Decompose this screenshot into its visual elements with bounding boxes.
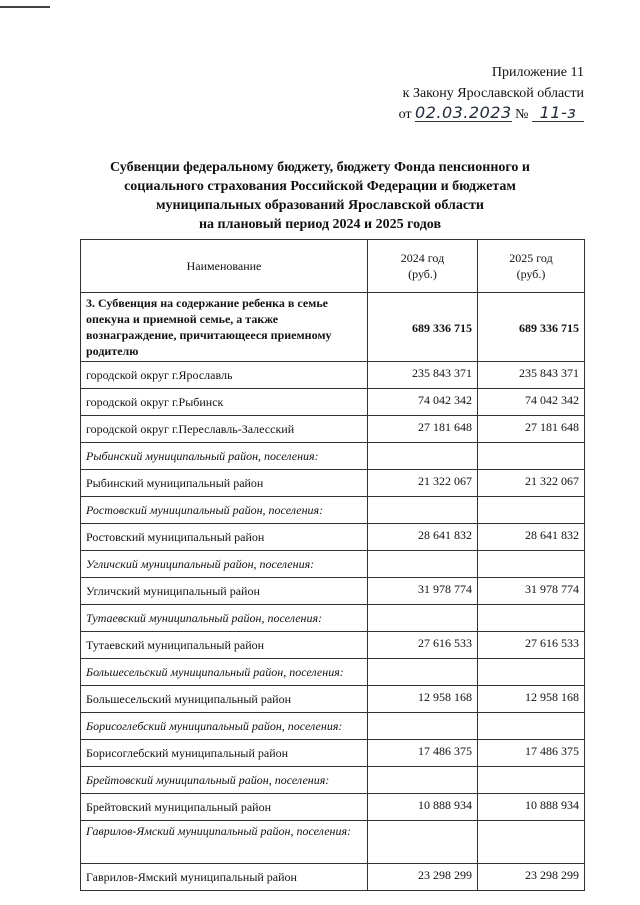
header-name: Наименование	[81, 240, 368, 293]
row-name: Борисоглебский муниципальный район, поселения:	[81, 713, 368, 740]
row-value-2024: 235 843 371	[368, 362, 478, 389]
table-row	[81, 470, 585, 497]
row-value-2024: 27 181 648	[368, 416, 478, 443]
row-value-2025: 12 958 168	[478, 686, 585, 713]
scan-edge-mark	[0, 6, 50, 8]
row-value-2024: 27 616 533	[368, 632, 478, 659]
row-name: Гаврилов-Ямский муниципальный район, поселения:	[81, 821, 368, 864]
row-name: городской округ г.Ярославль	[81, 362, 368, 389]
row-value-2025: 31 978 774	[478, 578, 585, 605]
table-row	[81, 389, 585, 416]
row-value-2024	[368, 767, 478, 794]
row-name: Тутаевский муниципальный район	[81, 632, 368, 659]
group-heading-row	[81, 767, 585, 794]
group-heading-row	[81, 605, 585, 632]
title-line-4: на плановый период 2024 и 2025 годов	[198, 217, 442, 232]
header-2024	[368, 240, 478, 293]
total-2024: 689 336 715	[368, 293, 478, 362]
row-value-2025: 21 322 067	[478, 470, 585, 497]
row-value-2024	[368, 605, 478, 632]
row-value-2024	[368, 443, 478, 470]
table-row	[81, 632, 585, 659]
row-value-2025: 10 888 934	[478, 794, 585, 821]
row-value-2025: 27 616 533	[478, 632, 585, 659]
row-value-2025	[478, 821, 585, 864]
row-value-2024: 31 978 774	[368, 578, 478, 605]
row-name: Ростовский муниципальный район	[81, 524, 368, 551]
header-2025-unit: (руб.)	[516, 267, 546, 281]
total-row	[81, 293, 585, 362]
row-value-2024: 28 641 832	[368, 524, 478, 551]
row-value-2024: 12 958 168	[368, 686, 478, 713]
row-name: Борисоглебский муниципальный район	[81, 740, 368, 767]
row-value-2024: 74 042 342	[368, 389, 478, 416]
header-2025	[478, 240, 585, 293]
row-value-2024: 23 298 299	[368, 864, 478, 891]
row-name: Гаврилов-Ямский муниципальный район	[81, 864, 368, 891]
title-line-3: муниципальных образований Ярославской области	[155, 198, 484, 213]
header-2024-unit: (руб.)	[408, 267, 437, 281]
header-2025-year: 2025 год	[509, 251, 553, 265]
row-name: Угличский муниципальный район, поселения:	[81, 551, 368, 578]
row-value-2025: 28 641 832	[478, 524, 585, 551]
table-row	[81, 794, 585, 821]
group-heading-row	[81, 713, 585, 740]
subvention-table	[80, 239, 585, 891]
group-heading-row	[81, 551, 585, 578]
row-value-2024	[368, 659, 478, 686]
row-value-2024: 17 486 375	[368, 740, 478, 767]
row-value-2025	[478, 443, 585, 470]
row-name: Брейтовский муниципальный район	[81, 794, 368, 821]
row-value-2024: 10 888 934	[368, 794, 478, 821]
appendix-law-ref: к Закону Ярославской области	[402, 86, 584, 101]
title-line-1: Субвенции федеральному бюджету, бюджету Фонда пенсионного и	[110, 160, 530, 175]
row-value-2024	[368, 821, 478, 864]
row-value-2024: 21 322 067	[368, 470, 478, 497]
handwritten-number: 11-з	[532, 105, 584, 122]
row-name: Брейтовский муниципальный район, поселения:	[81, 767, 368, 794]
row-value-2025: 74 042 342	[478, 389, 585, 416]
table-header-row	[81, 240, 585, 293]
group-heading-row	[81, 443, 585, 470]
group-heading-row	[81, 497, 585, 524]
row-name: Тутаевский муниципальный район, поселения:	[81, 605, 368, 632]
appendix-header	[399, 62, 584, 125]
header-2024-year: 2024 год	[400, 251, 445, 265]
table-row	[81, 362, 585, 389]
handwritten-date: 02.03.2023	[415, 103, 512, 122]
table-row	[81, 686, 585, 713]
row-value-2025	[478, 497, 585, 524]
appendix-date-line	[399, 104, 584, 125]
total-2025: 689 336 715	[478, 293, 585, 362]
table-row	[81, 524, 585, 551]
row-value-2025	[478, 551, 585, 578]
row-name: Рыбинский муниципальный район, поселения:	[81, 443, 368, 470]
row-name: Ростовский муниципальный район, поселения:	[81, 497, 368, 524]
row-value-2024	[368, 713, 478, 740]
row-value-2025	[478, 767, 585, 794]
table-row	[81, 740, 585, 767]
row-name: городской округ г.Переславль-Залесский	[81, 416, 368, 443]
group-heading-row	[81, 659, 585, 686]
group-heading-row	[81, 821, 585, 864]
table-row	[81, 416, 585, 443]
title-line-2: социального страхования Российской Федерации и бюджетам	[124, 179, 516, 194]
document-title	[60, 158, 580, 234]
row-value-2025: 27 181 648	[478, 416, 585, 443]
row-value-2025	[478, 605, 585, 632]
appendix-number: Приложение 11	[491, 65, 584, 80]
row-value-2025: 23 298 299	[478, 864, 585, 891]
number-label: №	[515, 107, 529, 122]
row-name: городской округ г.Рыбинск	[81, 389, 368, 416]
total-name: 3. Субвенция на содержание ребенка в семье опекуна и приемной семье, а также вознаграждение, причитающееся приемному родителю	[81, 293, 368, 362]
row-name: Угличский муниципальный район	[81, 578, 368, 605]
row-value-2025: 235 843 371	[478, 362, 585, 389]
row-name: Рыбинский муниципальный район	[81, 470, 368, 497]
table-row	[81, 864, 585, 891]
row-name: Большесельский муниципальный район	[81, 686, 368, 713]
row-name: Большесельский муниципальный район, поселения:	[81, 659, 368, 686]
row-value-2025: 17 486 375	[478, 740, 585, 767]
row-value-2025	[478, 659, 585, 686]
row-value-2024	[368, 551, 478, 578]
row-value-2025	[478, 713, 585, 740]
table-row	[81, 578, 585, 605]
row-value-2024	[368, 497, 478, 524]
date-prefix: от	[398, 107, 412, 122]
